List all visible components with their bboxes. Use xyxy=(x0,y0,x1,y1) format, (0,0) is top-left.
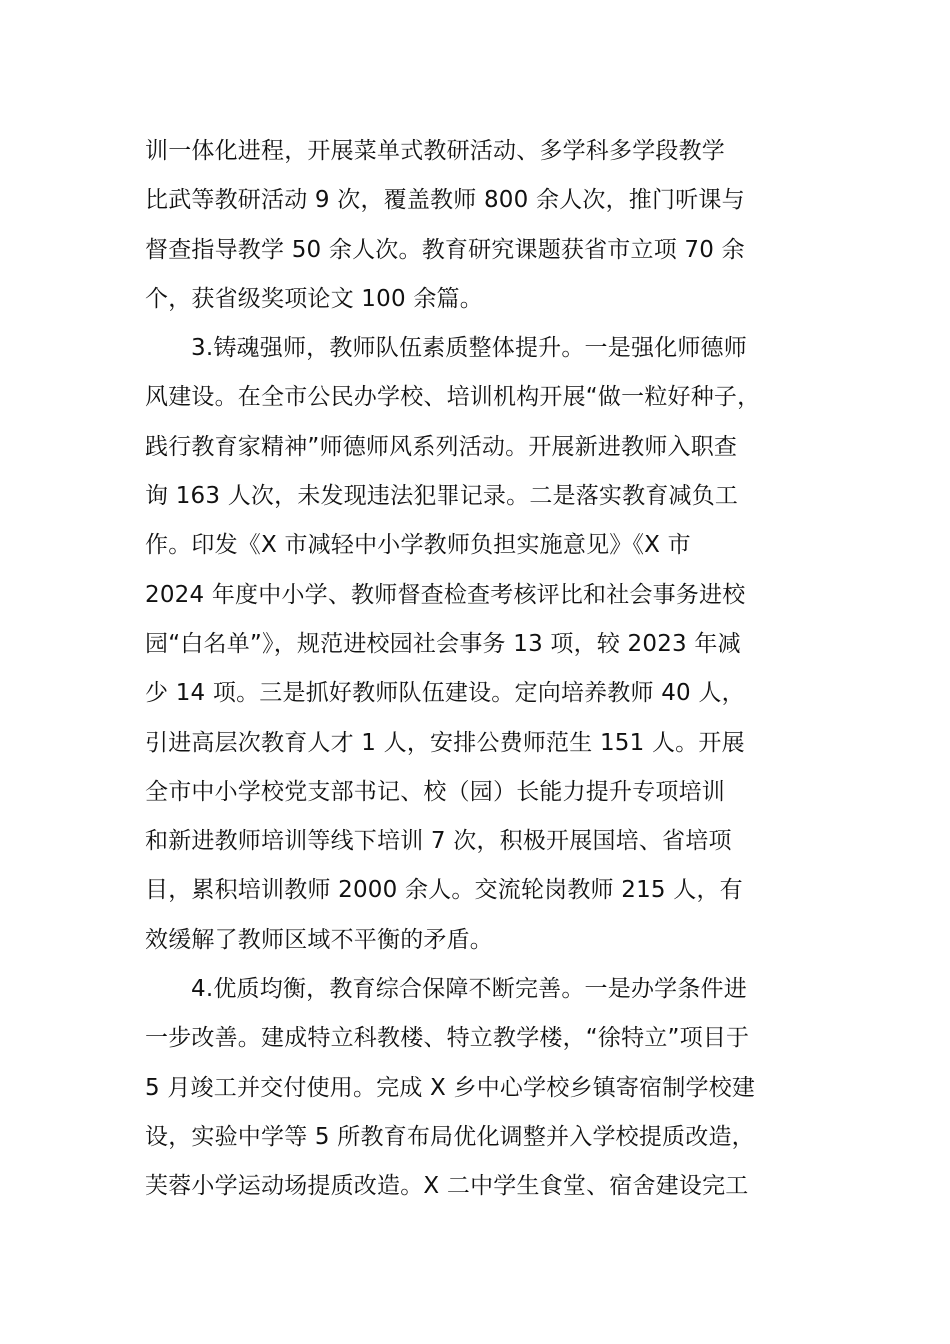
text-line: 询 163 人次，未发现违法犯罪记录。二是落实教育减负工 xyxy=(145,483,739,510)
text-line: 全市中小学校党支部书记、校（园）长能力提升专项培训 xyxy=(145,778,725,805)
text-line: 5 月竣工并交付使用。完成 X 乡中心学校乡镇寄宿制学校建 xyxy=(145,1074,756,1101)
text-line: 设，实验中学等 5 所教育布局优化调整并入学校提质改造， xyxy=(145,1123,755,1150)
text-line: 风建设。在全市公民办学校、培训机构开展“做一粒好种子， xyxy=(145,384,761,411)
text-line: 作。印发《X 市减轻中小学教师负担实施意见》《X 市 xyxy=(145,532,691,559)
text-line: 和新进教师培训等线下培训 7 次，积极开展国培、省培项 xyxy=(145,828,732,855)
text-line: 督查指导教学 50 余人次。教育研究课题获省市立项 70 余 xyxy=(145,236,745,263)
text-line: 少 14 项。三是抓好教师队伍建设。定向培养教师 40 人， xyxy=(145,680,745,707)
text-line: 一步改善。建成特立科教楼、特立教学楼，“徐特立”项目于 xyxy=(145,1025,750,1052)
text-line: 践行教育家精神”师德师风系列活动。开展新进教师入职查 xyxy=(145,433,738,460)
text-line: 芙蓉小学运动场提质改造。X 二中学生食堂、宿舍建设完工 xyxy=(145,1173,749,1200)
body-text xyxy=(145,127,835,1212)
section-heading-line: 4.优质均衡，教育综合保障不断完善。一是办学条件进 xyxy=(191,976,747,1003)
text-line: 引进高层次教育人才 1 人，安排公费师范生 151 人。开展 xyxy=(145,729,745,756)
text-line: 训一体化进程，开展菜单式教研活动、多学科多学段教学 xyxy=(145,138,725,164)
text-line: 效缓解了教师区域不平衡的矛盾。 xyxy=(145,926,493,953)
section-heading-line: 3.铸魂强师，教师队伍素质整体提升。一是强化师德师 xyxy=(191,335,747,362)
text-line: 2024 年度中小学、教师督查检查考核评比和社会事务进校 xyxy=(145,581,746,608)
text-line: 目，累积培训教师 2000 余人。交流轮岗教师 215 人，有 xyxy=(145,877,743,904)
text-line: 园“白名单”》，规范进校园社会事务 13 项，较 2023 年减 xyxy=(145,630,741,657)
text-line: 比武等教研活动 9 次，覆盖教师 800 余人次，推门听课与 xyxy=(145,187,745,214)
text-line: 个，获省级奖项论文 100 余篇。 xyxy=(145,285,483,312)
